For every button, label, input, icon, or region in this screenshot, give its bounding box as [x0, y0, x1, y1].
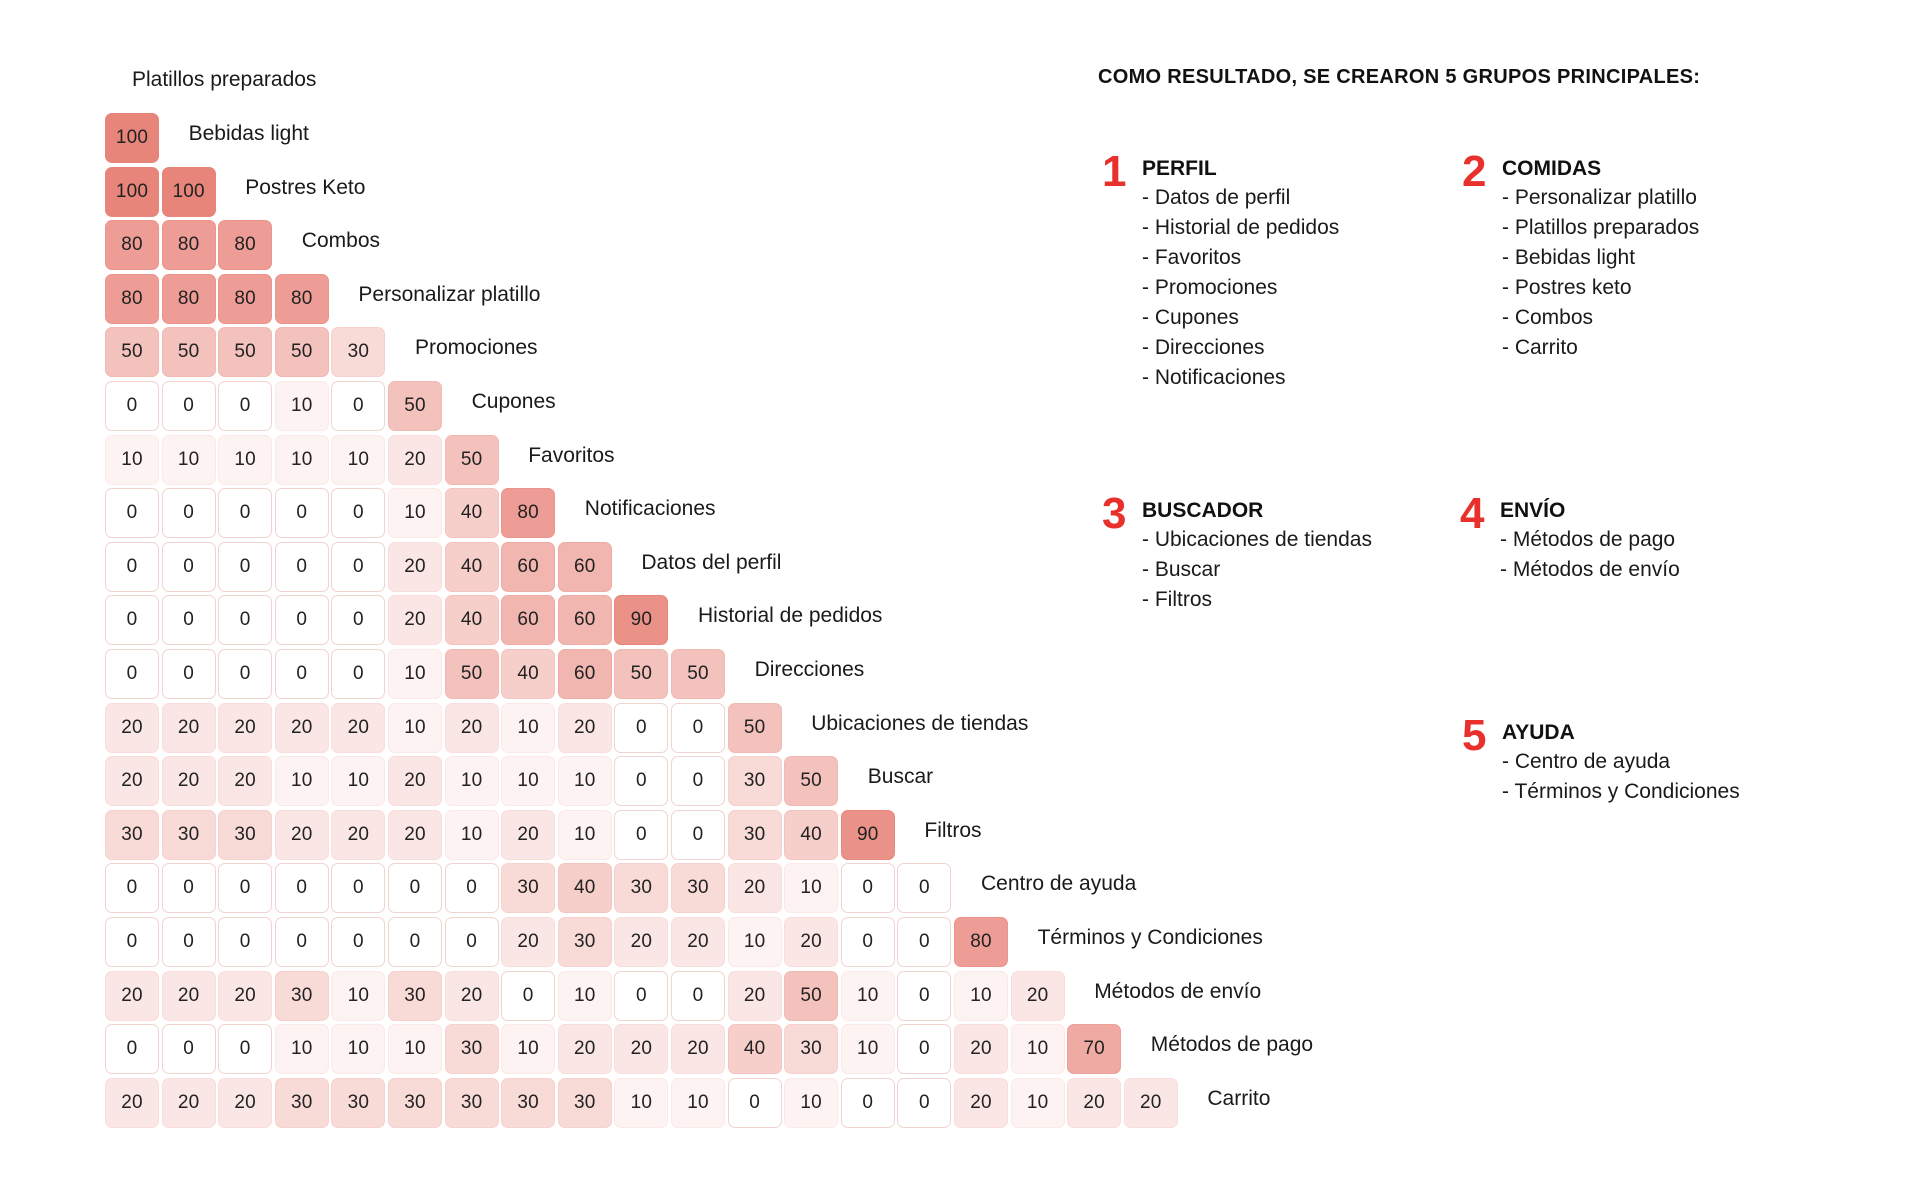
matrix-cell: 0: [275, 595, 329, 645]
matrix-cell: 10: [728, 917, 782, 967]
matrix-cell: 20: [275, 703, 329, 753]
matrix-cell: 0: [105, 542, 159, 592]
group-3-buscador: [1102, 489, 1372, 615]
matrix-cell: 20: [275, 810, 329, 860]
matrix-cell: 50: [728, 703, 782, 753]
group-item: - Notificaciones: [1142, 366, 1286, 389]
group-item: - Términos y Condiciones: [1502, 780, 1740, 803]
matrix-cell: 0: [275, 649, 329, 699]
matrix-label: Datos del perfil: [641, 550, 782, 574]
matrix-cell: 0: [105, 488, 159, 538]
matrix-cell: 0: [841, 863, 895, 913]
matrix-cell: 10: [275, 756, 329, 806]
group-item: - Platillos preparados: [1502, 216, 1700, 239]
matrix-cell: 50: [784, 756, 838, 806]
matrix-cell: 40: [501, 649, 555, 699]
matrix-cell: 20: [218, 703, 272, 753]
matrix-cell: 20: [105, 971, 159, 1021]
matrix-cell: 100: [105, 167, 159, 217]
matrix-cell: 0: [614, 810, 668, 860]
matrix-cell: 30: [162, 810, 216, 860]
matrix-cell: 20: [218, 971, 272, 1021]
matrix-cell: 20: [105, 703, 159, 753]
matrix-cell: 80: [218, 220, 272, 270]
matrix-cell: 20: [162, 703, 216, 753]
matrix-cell: 0: [671, 810, 725, 860]
matrix-cell: 30: [388, 1078, 442, 1128]
matrix-cell: 0: [105, 863, 159, 913]
matrix-cell: 20: [784, 917, 838, 967]
matrix-cell: 10: [275, 1024, 329, 1074]
group-items: [1142, 183, 1339, 393]
matrix-cell: 0: [105, 381, 159, 431]
group-items: [1502, 747, 1740, 807]
matrix-cell: 80: [105, 274, 159, 324]
matrix-cell: 50: [162, 327, 216, 377]
matrix-cell: 100: [105, 113, 159, 163]
matrix-cell: 0: [162, 917, 216, 967]
group-item: - Bebidas light: [1502, 246, 1636, 269]
matrix-cell: 30: [445, 1024, 499, 1074]
matrix-cell: 20: [388, 542, 442, 592]
matrix-cell: 30: [331, 1078, 385, 1128]
group-item: - Buscar: [1142, 558, 1221, 581]
matrix-label: Centro de ayuda: [981, 872, 1137, 896]
matrix-cell: 50: [614, 649, 668, 699]
matrix-cell: 20: [558, 703, 612, 753]
matrix-cell: 0: [841, 917, 895, 967]
matrix-cell: 20: [331, 703, 385, 753]
matrix-label: Carrito: [1207, 1086, 1271, 1110]
matrix-cell: 0: [897, 863, 951, 913]
matrix-label: Promociones: [415, 336, 538, 360]
matrix-cell: 0: [671, 703, 725, 753]
matrix-cell: 0: [331, 542, 385, 592]
matrix-cell: 0: [275, 863, 329, 913]
matrix-cell: 30: [275, 1078, 329, 1128]
results-headline: COMO RESULTADO, SE CREARON 5 GRUPOS PRINCIPALES:: [1098, 66, 1701, 88]
matrix-cell: 0: [105, 917, 159, 967]
matrix-cell: 20: [388, 435, 442, 485]
matrix-cell: 30: [728, 810, 782, 860]
matrix-cell: 0: [671, 756, 725, 806]
matrix-cell: 0: [275, 488, 329, 538]
matrix-cell: 50: [275, 327, 329, 377]
matrix-cell: 40: [784, 810, 838, 860]
matrix-label: Métodos de pago: [1150, 1033, 1314, 1057]
matrix-cell: 60: [501, 595, 555, 645]
matrix-cell: 0: [331, 488, 385, 538]
matrix-cell: 20: [954, 1078, 1008, 1128]
matrix-cell: 10: [331, 971, 385, 1021]
matrix-cell: 20: [162, 971, 216, 1021]
matrix-cell: 0: [105, 649, 159, 699]
matrix-label: Personalizar platillo: [358, 282, 541, 306]
matrix-cell: 20: [388, 810, 442, 860]
matrix-cell: 80: [954, 917, 1008, 967]
group-item: - Promociones: [1142, 276, 1278, 299]
matrix-cell: 0: [218, 595, 272, 645]
matrix-cell: 80: [162, 220, 216, 270]
group-item: - Cupones: [1142, 306, 1239, 329]
matrix-cell: 20: [218, 1078, 272, 1128]
group-title: COMIDAS: [1502, 157, 1602, 180]
matrix-cell: 10: [558, 810, 612, 860]
matrix-cell: 0: [218, 488, 272, 538]
matrix-cell: 0: [897, 971, 951, 1021]
matrix-cell: 40: [445, 488, 499, 538]
matrix-cell: 10: [501, 1024, 555, 1074]
matrix-cell: 10: [275, 435, 329, 485]
matrix-cell: 10: [218, 435, 272, 485]
matrix-label: Historial de pedidos: [698, 604, 883, 628]
matrix-cell: 20: [671, 917, 725, 967]
matrix-cell: 50: [105, 327, 159, 377]
matrix-label: Favoritos: [528, 443, 615, 467]
matrix-cell: 50: [388, 381, 442, 431]
matrix-cell: 0: [162, 595, 216, 645]
group-items: [1500, 525, 1680, 585]
group-item: - Combos: [1502, 306, 1594, 329]
matrix-cell: 80: [105, 220, 159, 270]
matrix-cell: 0: [275, 917, 329, 967]
matrix-cell: 0: [105, 1024, 159, 1074]
matrix-cell: 50: [445, 649, 499, 699]
matrix-cell: 20: [445, 971, 499, 1021]
matrix-cell: 20: [1011, 971, 1065, 1021]
matrix-cell: 10: [841, 1024, 895, 1074]
group-item: - Métodos de pago: [1500, 528, 1676, 551]
matrix-cell: 60: [558, 649, 612, 699]
matrix-cell: 30: [501, 1078, 555, 1128]
matrix-cell: 0: [218, 542, 272, 592]
matrix-cell: 0: [162, 1024, 216, 1074]
matrix-cell: 20: [954, 1024, 1008, 1074]
matrix-cell: 20: [105, 756, 159, 806]
matrix-cell: 10: [954, 971, 1008, 1021]
matrix-cell: 30: [558, 1078, 612, 1128]
group-item: - Personalizar platillo: [1502, 186, 1697, 209]
matrix-cell: 0: [388, 863, 442, 913]
matrix-cell: 0: [614, 971, 668, 1021]
matrix-cell: 50: [784, 971, 838, 1021]
matrix-cell: 10: [331, 756, 385, 806]
matrix-cell: 10: [841, 971, 895, 1021]
matrix-cell: 40: [728, 1024, 782, 1074]
matrix-label: Combos: [301, 229, 380, 253]
group-title: PERFIL: [1142, 157, 1217, 180]
matrix-cell: 10: [558, 971, 612, 1021]
matrix-cell: 30: [331, 327, 385, 377]
matrix-cell: 0: [218, 863, 272, 913]
matrix-cell: 40: [445, 542, 499, 592]
group-1-perfil: [1102, 147, 1340, 393]
matrix-cell: 30: [784, 1024, 838, 1074]
matrix-cell: 20: [501, 810, 555, 860]
group-item: - Centro de ayuda: [1502, 750, 1671, 773]
matrix-cell: 20: [614, 917, 668, 967]
matrix-cell: 0: [162, 542, 216, 592]
matrix-cell: 90: [841, 810, 895, 860]
group-5-ayuda: [1462, 711, 1740, 807]
matrix-cell: 0: [331, 917, 385, 967]
group-number: 2: [1462, 147, 1487, 196]
matrix-cell: 0: [331, 649, 385, 699]
matrix-cell: 0: [162, 863, 216, 913]
matrix-cell: 0: [897, 917, 951, 967]
matrix-cell: 0: [331, 863, 385, 913]
matrix-cell: 20: [218, 756, 272, 806]
matrix-cell: 10: [501, 756, 555, 806]
group-item: - Ubicaciones de tiendas: [1142, 528, 1372, 551]
matrix-cell: 20: [105, 1078, 159, 1128]
matrix-cell: 0: [728, 1078, 782, 1128]
matrix-cell: 20: [558, 1024, 612, 1074]
matrix-cell: 0: [105, 595, 159, 645]
group-item: - Filtros: [1142, 588, 1212, 611]
matrix-cell: 30: [275, 971, 329, 1021]
matrix-cell: 50: [671, 649, 725, 699]
matrix-cell: 10: [784, 863, 838, 913]
matrix-cell: 10: [501, 703, 555, 753]
matrix-cell: 80: [501, 488, 555, 538]
matrix-cell: 60: [501, 542, 555, 592]
group-item: - Carrito: [1502, 336, 1578, 359]
matrix-cell: 10: [558, 756, 612, 806]
matrix-cell: 30: [558, 917, 612, 967]
matrix-cell: 60: [558, 595, 612, 645]
matrix-cell: 20: [388, 756, 442, 806]
matrix-label: Direcciones: [754, 658, 865, 681]
matrix-cell: 0: [614, 756, 668, 806]
matrix-cell: 0: [275, 542, 329, 592]
matrix-label: Métodos de envío: [1094, 979, 1262, 1003]
matrix-cell: 0: [445, 863, 499, 913]
group-2-comidas: [1462, 147, 1700, 363]
matrix-cell: 20: [162, 756, 216, 806]
matrix-cell: 10: [388, 488, 442, 538]
matrix-cell: 0: [897, 1078, 951, 1128]
group-number: 5: [1462, 711, 1487, 760]
matrix-label: Cupones: [471, 390, 556, 413]
matrix-cell: 0: [897, 1024, 951, 1074]
matrix-cell: 80: [275, 274, 329, 324]
matrix-cell: 30: [728, 756, 782, 806]
matrix-label: Notificaciones: [584, 497, 716, 521]
matrix-label: Ubicaciones de tiendas: [811, 711, 1029, 735]
matrix-cell: 10: [671, 1078, 725, 1128]
matrix-cell: 20: [614, 1024, 668, 1074]
matrix-cell: 80: [162, 274, 216, 324]
group-items: [1142, 525, 1372, 615]
group-items: [1502, 183, 1699, 363]
matrix-cell: 10: [445, 810, 499, 860]
matrix-cell: 0: [218, 1024, 272, 1074]
matrix-cell: 80: [218, 274, 272, 324]
matrix-cell: 30: [671, 863, 725, 913]
matrix-cell: 20: [445, 703, 499, 753]
matrix-cell: 0: [218, 381, 272, 431]
matrix-cell: 0: [162, 381, 216, 431]
matrix-cell: 30: [614, 863, 668, 913]
matrix-cell: 0: [218, 917, 272, 967]
matrix-cell: 20: [388, 595, 442, 645]
matrix-label: Bebidas light: [188, 122, 309, 145]
matrix-cell: 20: [728, 971, 782, 1021]
matrix-cell: 0: [388, 917, 442, 967]
group-title: ENVÍO: [1500, 499, 1566, 522]
matrix-cell: 30: [501, 863, 555, 913]
matrix-cell: 10: [388, 1024, 442, 1074]
matrix-cell: 0: [841, 1078, 895, 1128]
matrix-label: Términos y Condiciones: [1037, 926, 1263, 949]
matrix-cell: 50: [445, 435, 499, 485]
matrix-cell: 10: [1011, 1078, 1065, 1128]
matrix-cell: 10: [275, 381, 329, 431]
matrix-cell: 10: [388, 649, 442, 699]
matrix-cell: 10: [331, 435, 385, 485]
matrix-cell: 20: [1124, 1078, 1178, 1128]
matrix-cell: 0: [218, 649, 272, 699]
group-item: - Historial de pedidos: [1142, 216, 1340, 239]
group-4-envio: [1460, 489, 1680, 585]
matrix-cell: 20: [1067, 1078, 1121, 1128]
group-title: BUSCADOR: [1142, 499, 1264, 522]
group-item: - Postres keto: [1502, 276, 1632, 299]
matrix-label: Postres Keto: [245, 175, 366, 199]
matrix-cell: 0: [614, 703, 668, 753]
group-title: AYUDA: [1502, 721, 1575, 744]
matrix-cell: 0: [162, 649, 216, 699]
matrix-cell: 40: [558, 863, 612, 913]
matrix-cell: 0: [331, 595, 385, 645]
matrix-cell: 90: [614, 595, 668, 645]
matrix-label: Buscar: [867, 765, 934, 789]
matrix-cell: 20: [671, 1024, 725, 1074]
matrix-cell: 30: [218, 810, 272, 860]
matrix-label: Platillos preparados: [132, 68, 317, 92]
matrix-cell: 10: [162, 435, 216, 485]
matrix-cell: 10: [784, 1078, 838, 1128]
matrix-cell: 10: [105, 435, 159, 485]
matrix-cell: 50: [218, 327, 272, 377]
matrix-cell: 40: [445, 595, 499, 645]
group-number: 4: [1460, 489, 1485, 538]
matrix-cell: 20: [331, 810, 385, 860]
matrix-cell: 10: [388, 703, 442, 753]
matrix-cell: 0: [671, 971, 725, 1021]
matrix-cell: 10: [614, 1078, 668, 1128]
matrix-cell: 60: [558, 542, 612, 592]
matrix-cell: 30: [388, 971, 442, 1021]
matrix-cell: 30: [445, 1078, 499, 1128]
matrix-cell: 0: [445, 917, 499, 967]
matrix-cell: 70: [1067, 1024, 1121, 1074]
matrix-cell: 20: [501, 917, 555, 967]
matrix-cell: 0: [331, 381, 385, 431]
matrix-cell: 10: [445, 756, 499, 806]
matrix-cell: 20: [162, 1078, 216, 1128]
group-item: - Métodos de envío: [1500, 558, 1680, 581]
matrix-cell: 0: [162, 488, 216, 538]
group-number: 3: [1102, 489, 1127, 538]
group-item: - Favoritos: [1142, 246, 1242, 269]
group-item: - Direcciones: [1142, 336, 1265, 359]
matrix-cell: 10: [1011, 1024, 1065, 1074]
matrix-cell: 100: [162, 167, 216, 217]
matrix-cell: 20: [728, 863, 782, 913]
matrix-cell: 10: [331, 1024, 385, 1074]
matrix-cell: 30: [105, 810, 159, 860]
group-item: - Datos de perfil: [1142, 186, 1291, 209]
group-number: 1: [1102, 147, 1127, 196]
matrix-label: Filtros: [924, 818, 982, 842]
matrix-cell: 0: [501, 971, 555, 1021]
